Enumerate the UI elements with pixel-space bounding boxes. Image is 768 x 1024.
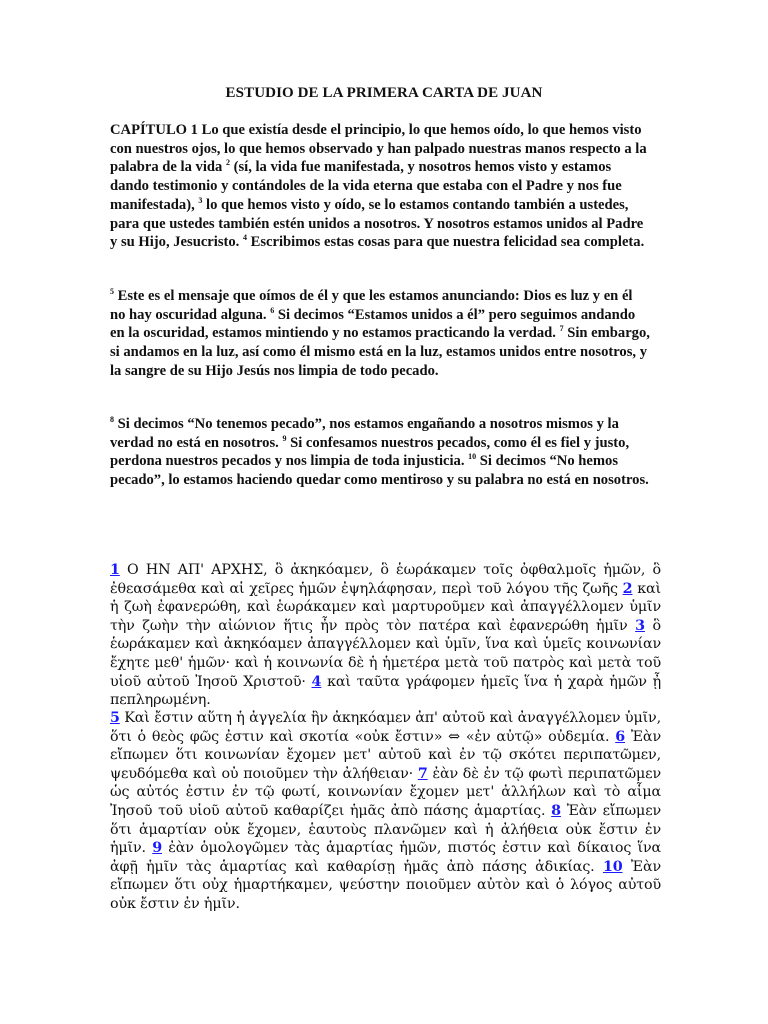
verse-link-2[interactable]: 2 [622,580,633,597]
spanish-text-3 [110,415,650,490]
text-run: καὶ ἡ ζωὴ ἐφανερώθη, καὶ ἑωράκαμεν καὶ μαρτυροῦμεν καὶ ἀπαγγέλλομεν ὑμῖν τὴν ζωὴν τὴν αἰώνιον ἥτις ἦν πρὸς τὸν πατέρα καὶ ἐφανερώθη ἡμῖν [110,580,661,634]
text-run: Καὶ ἔστιν αὕτη ἡ ἀγγελία ἣν ἀκηκόαμεν ἀπ' αὐτοῦ καὶ ἀναγγέλλομεν ὑμῖν, ὅτι ὁ θεὸς φῶς ἐστιν καὶ σκοτία «οὐκ ἔστιν» ⇔ «ἐν αὐτῷ» οὐδεμία. [110,710,661,745]
spanish-paragraph-2 [110,287,650,381]
greek-paragraph-2 [110,709,661,914]
greek-text-2 [110,709,661,914]
text-run: καὶ ταῦτα γράφομεν ἡμεῖς ἵνα ἡ χαρὰ ἡμῶν ᾖ πεπληρωμένη. [110,673,661,709]
verse-link-7[interactable]: 7 [417,765,428,782]
text-run: Este es el mensaje que oímos de él y que les estamos anunciando: Dios es luz y en él no hay oscuridad alguna. [110,288,633,323]
text-run: ἐὰν ὁμολογῶμεν τὰς ἁμαρτίας ἡμῶν, πιστός ἐστιν καὶ δίκαιος ἵνα ἀφῇ ἡμῖν τὰς ἁμαρτίας καὶ καθαρίσῃ ἡμᾶς ἀπὸ πάσης ἀδικίας. [110,840,661,875]
text-run: (sí, la vida fue manifestada, y nosotros hemos visto y estamos dando testimonio y contándoles de la vida eterna que estaba con el Padre y nos fue manifestada), [110,159,622,213]
verse-link-10[interactable]: 10 [602,858,623,875]
verse-link-9[interactable]: 9 [152,840,163,857]
text-run: Ἐὰν εἴπωμεν ὅτι ἁμαρτίαν οὐκ ἔχομεν, ἑαυτοὺς πλανῶμεν καὶ ἡ ἀλήθεια οὐκ ἔστιν ἐν ἡμῖν. [110,802,661,857]
text-run: Ἐὰν εἴπωμεν ὅτι κοινωνίαν ἔχομεν μετ' αὐτοῦ καὶ ἐν τῷ σκότει περιπατῶμεν, ψευδόμεθα καὶ οὐ ποιοῦμεν τὴν ἀλήθειαν· [110,728,661,782]
text-run: Ο ΗΝ ΑΠ' ΑΡΧΗΣ, ὃ ἀκηκόαμεν, ὃ ἑωράκαμεν τοῖς ὀφθαλμοῖς ἡμῶν, ὃ ἐθεασάμεθα καὶ αἱ χεῖρες ἡμῶν ἐψηλάφησαν, περὶ τοῦ λόγου τῆς ζωῆς [110,562,661,597]
spanish-paragraph-1 [110,121,650,252]
greek-text-1 [110,561,661,710]
text-run: Si confesamos nuestros pecados, como él es fiel y justo, perdona nuestros pecados y nos limpia de toda injusticia. [110,434,630,470]
verse-number: 2 [225,158,230,168]
text-run: CAPÍTULO 1 Lo que existía desde el principio, lo que hemos oído, lo que hemos visto con nuestros ojos, lo que hemos observado y han palpado nuestras manos respecto a la palabra de la vida [110,122,647,176]
verse-link-1[interactable]: 1 [110,562,120,578]
verse-number: 7 [559,324,564,334]
text-run: ἐὰν δὲ ἐν τῷ φωτὶ περιπατῶμεν ὡς αὐτός ἐστιν ἐν τῷ φωτί, κοινωνίαν ἔχομεν μετ' ἀλλήλων καὶ τὸ αἷμα Ἰησοῦ τοῦ υἱοῦ αὐτοῦ καθαρίζει ἡμᾶς ἀπὸ πάσης ἁμαρτίας. [110,765,661,819]
verse-number: 4 [242,233,247,243]
verse-link-3[interactable]: 3 [635,617,645,634]
greek-paragraph-1 [110,561,661,710]
text-run: Escribimos estas cosas para que nuestra felicidad sea completa. [246,234,645,251]
verse-number: 9 [282,433,287,443]
verse-number: 5 [110,287,114,297]
verse-link-4[interactable]: 4 [311,673,322,690]
text-run: Si decimos “No hemos pecado”, lo estamos haciendo quedar como mentiroso y su palabra no está en nosotros. [110,453,649,489]
text-run: lo que hemos visto y oído, se lo estamos contando también a ustedes, para que ustedes también estén unidos a nosotros. Y nosotros estamos unidos al Padre y su Hijo, Jesucristo. [110,196,644,251]
verse-link-5[interactable]: 5 [110,710,120,726]
document-title: ESTUDIO DE LA PRIMERA CARTA DE JUAN [225,85,543,101]
text-run: ὃ ἑωράκαμεν καὶ ἀκηκόαμεν ἀπαγγέλλομεν καὶ ὑμῖν, ἵνα καὶ ὑμεῖς κοινωνίαν ἔχητε μεθ' ἡμῶν· καὶ ἡ κοινωνία δὲ ἡ ἡμετέρα μετὰ τοῦ πατρὸς καὶ μετὰ τοῦ υἱοῦ αὐτοῦ Ἰησοῦ Χριστοῦ· [110,617,661,690]
verse-number: 10 [468,452,477,462]
text-run: Si decimos “Estamos unidos a él” pero seguimos andando en la oscuridad, estamos mintiendo y no estamos practicando la verdad. [110,306,636,342]
verse-number: 8 [110,415,114,425]
verse-link-6[interactable]: 6 [615,728,626,745]
text-run: Sin embargo, si andamos en la luz, así como él mismo está en la luz, estamos unidos entre nosotros, y la sangre de su Hijo Jesús nos limpia de todo pecado. [110,325,650,379]
verse-number: 3 [198,195,203,205]
spanish-text [110,121,650,252]
verse-link-8[interactable]: 8 [551,802,561,819]
spanish-paragraph-3 [110,415,650,490]
text-run: Si decimos “No tenemos pecado”, nos estamos engañando a nosotros mismos y la verdad no está en nosotros. [110,416,619,451]
text-run: Ἐὰν εἴπωμεν ὅτι οὐχ ἡμαρτήκαμεν, ψεύστην ποιοῦμεν αὐτὸν καὶ ὁ λόγος αὐτοῦ οὐκ ἔστιν ἐν ἡμῖν. [110,858,661,912]
spanish-text-2 [110,287,650,381]
verse-number: 6 [270,305,275,315]
